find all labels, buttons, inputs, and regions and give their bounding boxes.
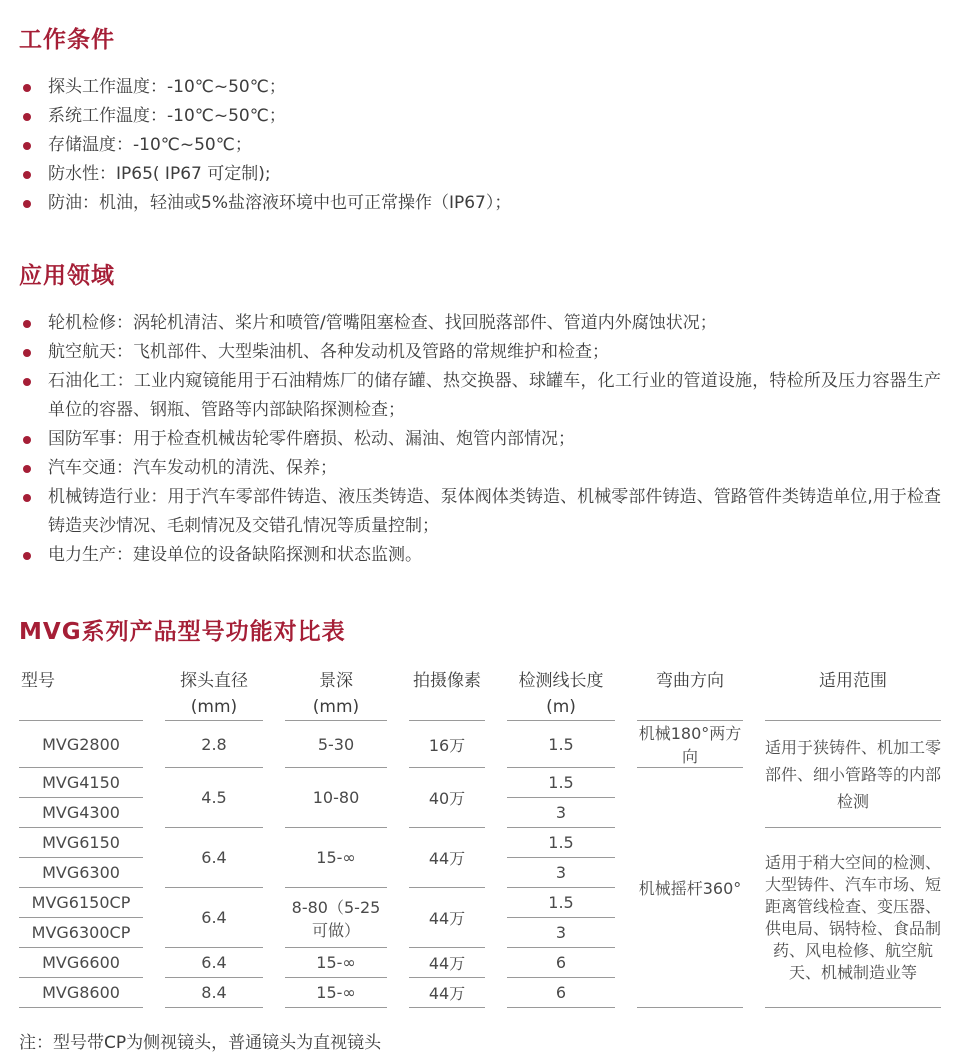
cell-pixels: 44万 [409, 888, 485, 948]
list-item-text: 汽车交通：汽车发动机的清洗、保养； [48, 458, 337, 478]
column-header-bend-direction: 弯曲方向 [637, 666, 743, 721]
cell-diameter: 6.4 [165, 948, 263, 978]
cell-diameter: 4.5 [165, 768, 263, 828]
cell-length: 1.5 [507, 888, 615, 918]
column-header-depth-of-field: 景深 (mm) [285, 666, 387, 721]
cell-length: 1.5 [507, 768, 615, 798]
bullet-icon [23, 84, 31, 92]
bullet-icon [23, 378, 31, 386]
working-conditions-list [19, 73, 941, 218]
list-item [19, 309, 941, 338]
cell-applicable-scope: 适用于稍大空间的检测、大型铸件、汽车市场、短距离管线检查、变压器、供电局、锅特检、食品制药、风电检修、航空航天、机械制造业等 [765, 828, 941, 1008]
column-header-applicable-scope: 适用范围 [765, 666, 941, 721]
cell-pixels: 44万 [409, 948, 485, 978]
cell-length: 1.5 [507, 721, 615, 768]
bullet-icon [23, 465, 31, 473]
list-item-text: 存储温度：-10℃~50℃； [48, 135, 252, 155]
application-fields-list [19, 309, 941, 570]
list-item [19, 189, 941, 218]
list-item [19, 338, 941, 367]
bullet-icon [23, 494, 31, 502]
cell-length: 3 [507, 858, 615, 888]
cell-diameter: 6.4 [165, 828, 263, 888]
list-item-text: 系统工作温度：-10℃~50℃； [48, 106, 286, 126]
table-note: 注：型号带CP为侧视镜头，普通镜头为直视镜头 [19, 1033, 382, 1053]
list-item [19, 73, 941, 102]
cell-diameter: 6.4 [165, 888, 263, 948]
table-row [19, 828, 941, 858]
list-item [19, 483, 941, 541]
cell-pixels: 16万 [409, 721, 485, 768]
cell-applicable-scope: 适用于狭铸件、机加工零部件、细小管路等的内部检测 [765, 721, 941, 828]
bullet-icon [23, 320, 31, 328]
cell-model: MVG4150 [19, 768, 143, 798]
cell-model: MVG6150 [19, 828, 143, 858]
bullet-icon [23, 552, 31, 560]
list-item-text: 电力生产：建设单位的设备缺陷探测和状态监测。 [48, 545, 422, 565]
cell-bend-direction: 机械摇杆360° [637, 768, 743, 1008]
product-comparison-table [0, 666, 960, 1008]
cell-pixels: 44万 [409, 978, 485, 1008]
bullet-icon [23, 113, 31, 121]
list-item-text: 航空航天：飞机部件、大型柴油机、各种发动机及管路的常规维护和检查； [48, 342, 609, 362]
cell-depth: 15-∞ [285, 828, 387, 888]
list-item-text: 防水性：IP65( IP67 可定制); [48, 164, 271, 184]
bullet-icon [23, 200, 31, 208]
column-header-detection-line-length: 检测线长度 (m) [507, 666, 615, 721]
cell-diameter: 8.4 [165, 978, 263, 1008]
list-item [19, 102, 941, 131]
cell-diameter: 2.8 [165, 721, 263, 768]
cell-depth: 15-∞ [285, 948, 387, 978]
cell-bend-direction: 机械180°两方向 [637, 721, 743, 768]
cell-length: 3 [507, 918, 615, 948]
cell-model: MVG8600 [19, 978, 143, 1008]
list-item-text: 防油：机油，轻油或5%盐溶液环境中也可正常操作（IP67）； [48, 193, 512, 213]
cell-model: MVG6150CP [19, 888, 143, 918]
cell-length: 1.5 [507, 828, 615, 858]
cell-model: MVG6600 [19, 948, 143, 978]
cell-model: MVG2800 [19, 721, 143, 768]
list-item [19, 131, 941, 160]
cell-depth: 5-30 [285, 721, 387, 768]
cell-model: MVG6300CP [19, 918, 143, 948]
list-item-text: 探头工作温度：-10℃~50℃； [48, 77, 286, 97]
table-title: MVG系列产品型号功能对比表 [19, 619, 346, 645]
cell-depth: 15-∞ [285, 978, 387, 1008]
list-item-text: 石油化工：工业内窥镜能用于石油精炼厂的储存罐、热交换器、球罐车，化工行业的管道设施，特检所及压力容器生产单位的容器、钢瓶、管路等内部缺陷探测检查； [48, 371, 941, 420]
list-item [19, 541, 941, 570]
column-header-probe-diameter: 探头直径 (mm) [165, 666, 263, 721]
section-title-application-fields: 应用领域 [19, 263, 115, 289]
list-item [19, 425, 941, 454]
list-item-text: 机械铸造行业：用于汽车零部件铸造、液压类铸造、泵体阀体类铸造、机械零部件铸造、管路管件类铸造单位,用于检查铸造夹沙情况、毛刺情况及交错孔情况等质量控制； [48, 487, 941, 536]
cell-pixels: 44万 [409, 828, 485, 888]
bullet-icon [23, 436, 31, 444]
cell-length: 6 [507, 978, 615, 1008]
table-header-row [19, 666, 941, 721]
bullet-icon [23, 142, 31, 150]
table-row [19, 721, 941, 768]
cell-depth: 10-80 [285, 768, 387, 828]
bullet-icon [23, 349, 31, 357]
cell-depth: 8-80（5-25可做） [285, 888, 387, 948]
cell-length: 3 [507, 798, 615, 828]
list-item [19, 160, 941, 189]
list-item-text: 轮机检修：涡轮机清洁、桨片和喷管/管嘴阻塞检查、找回脱落部件、管道内外腐蚀状况； [48, 313, 717, 333]
list-item [19, 367, 941, 425]
cell-model: MVG4300 [19, 798, 143, 828]
bullet-icon [23, 171, 31, 179]
list-item-text: 国防军事：用于检查机械齿轮零件磨损、松动、漏油、炮管内部情况； [48, 429, 575, 449]
cell-length: 6 [507, 948, 615, 978]
column-header-pixels: 拍摄像素 [409, 666, 485, 721]
column-header-model: 型号 [19, 666, 143, 721]
cell-pixels: 40万 [409, 768, 485, 828]
list-item [19, 454, 941, 483]
section-title-working-conditions: 工作条件 [19, 27, 115, 53]
cell-model: MVG6300 [19, 858, 143, 888]
